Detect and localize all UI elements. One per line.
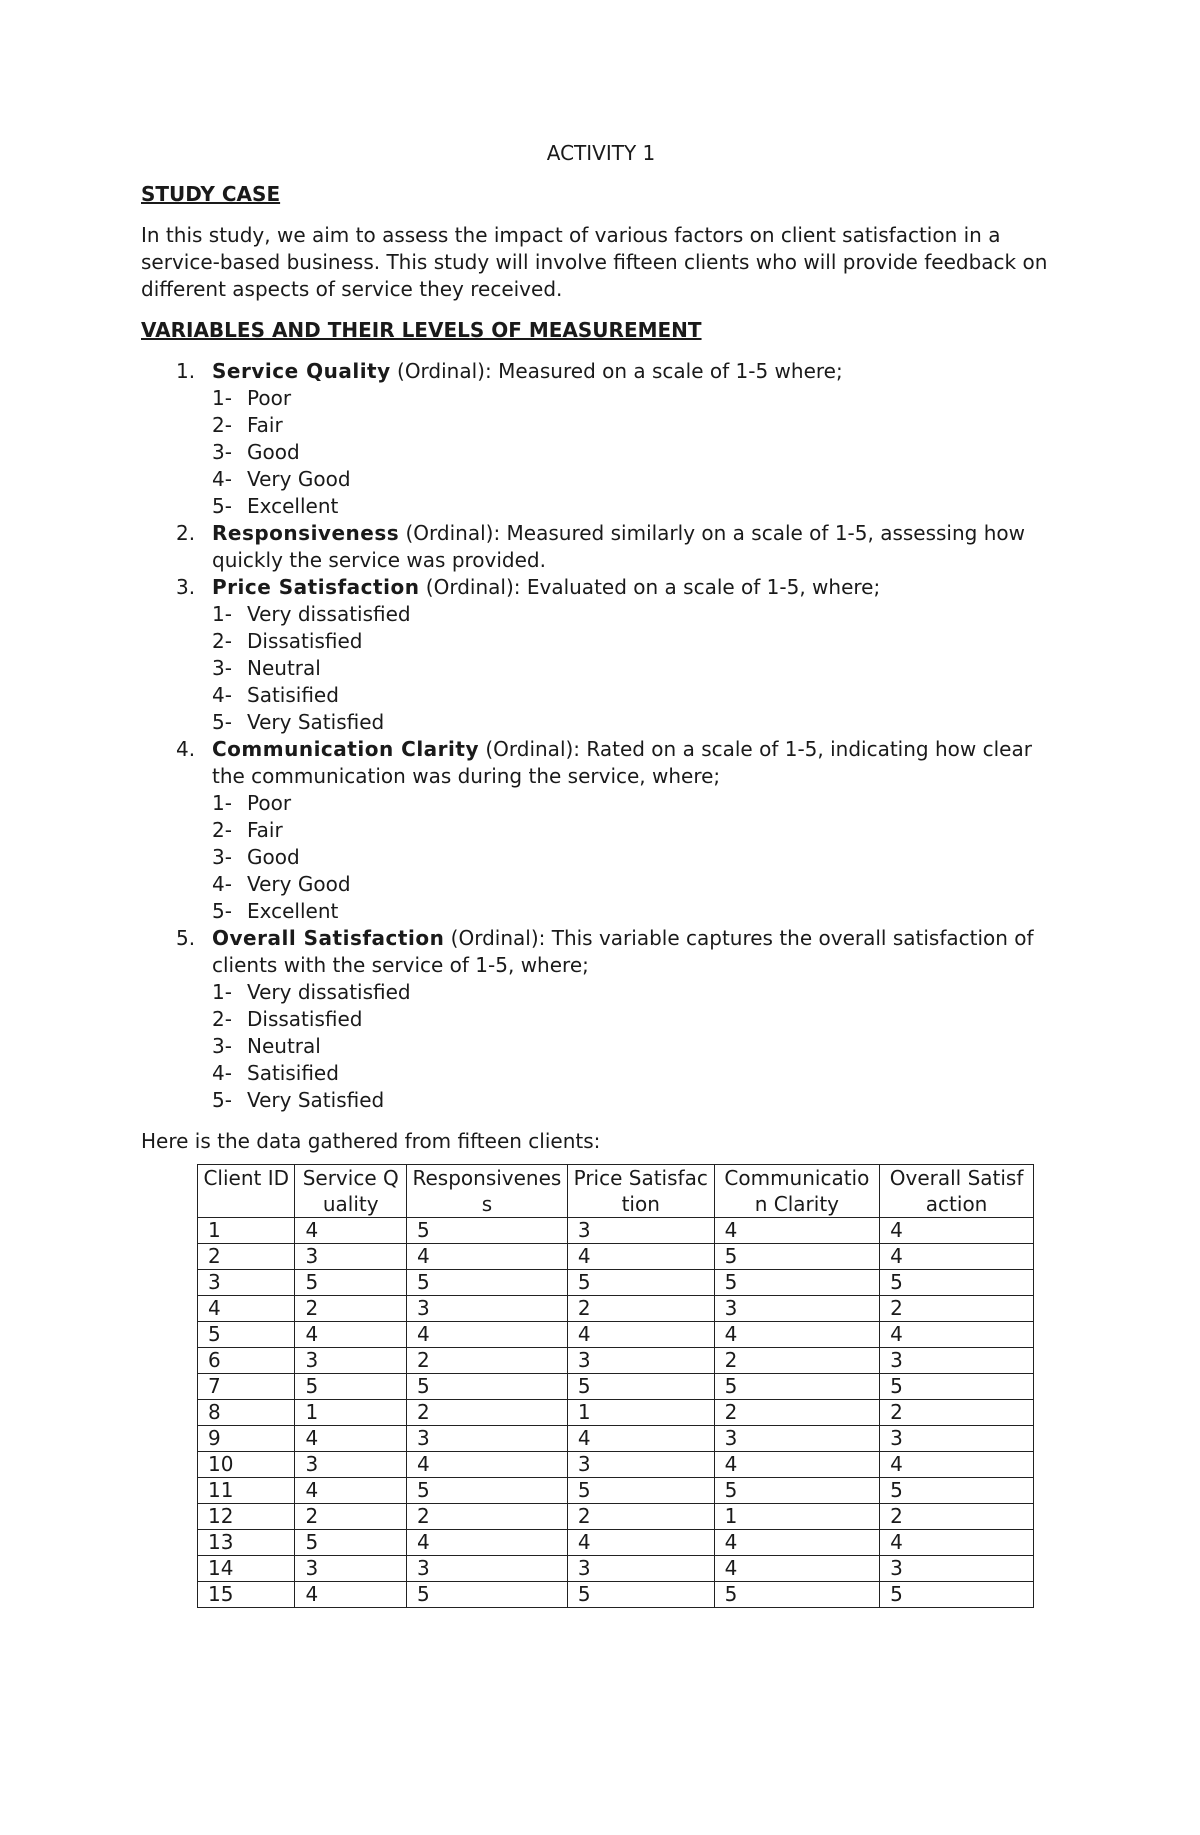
table-cell: 5	[880, 1374, 1034, 1400]
table-row	[198, 1504, 1034, 1530]
table-header-cell: Communication Clarity	[714, 1165, 880, 1218]
table-cell: 5	[406, 1218, 567, 1244]
table-cell: 12	[198, 1504, 295, 1530]
scale-item	[212, 898, 1061, 925]
scale-number: 2-	[212, 1007, 232, 1031]
scale-number: 3-	[212, 440, 232, 464]
scale-item	[212, 1033, 1061, 1060]
scale-label: Very Satisfied	[247, 1088, 385, 1112]
scale-item	[212, 385, 1061, 412]
table-cell: 4	[295, 1478, 407, 1504]
scale-label: Fair	[247, 818, 283, 842]
table-cell: 4	[714, 1556, 880, 1582]
scale-list	[212, 790, 1061, 925]
table-row	[198, 1270, 1034, 1296]
data-intro-text: Here is the data gathered from fifteen clients:	[141, 1129, 601, 1153]
table-row	[198, 1348, 1034, 1374]
table-row	[198, 1218, 1034, 1244]
scale-number: 4-	[212, 467, 232, 491]
scale-item	[212, 1060, 1061, 1087]
table-cell: 2	[406, 1504, 567, 1530]
table-cell: 5	[880, 1270, 1034, 1296]
table-cell: 5	[295, 1270, 407, 1296]
scale-number: 4-	[212, 872, 232, 896]
table-cell: 5	[714, 1374, 880, 1400]
scale-item	[212, 871, 1061, 898]
table-cell: 5	[406, 1374, 567, 1400]
table-header-cell: Responsiveness	[406, 1165, 567, 1218]
table-cell: 3	[880, 1556, 1034, 1582]
document-title: ACTIVITY 1	[546, 141, 656, 165]
table-cell: 4	[880, 1322, 1034, 1348]
scale-number: 1-	[212, 602, 232, 626]
variable-number: 2.	[176, 521, 196, 545]
variable-name: Price Satisfaction	[212, 575, 420, 599]
table-cell: 5	[406, 1582, 567, 1608]
variable-name: Service Quality	[212, 359, 391, 383]
table-cell: 4	[714, 1452, 880, 1478]
table-cell: 4	[567, 1244, 714, 1270]
table-cell: 2	[880, 1400, 1034, 1426]
variable-description: (Ordinal): Measured similarly on a scale of 1-5, assessing how quickly the service was provided.	[212, 521, 1025, 572]
table-cell: 4	[880, 1218, 1034, 1244]
variable-item	[141, 574, 1061, 736]
table-cell: 4	[880, 1452, 1034, 1478]
table-cell: 3	[406, 1426, 567, 1452]
variable-item	[141, 736, 1061, 925]
table-header-cell: Price Satisfaction	[567, 1165, 714, 1218]
table-cell: 1	[295, 1400, 407, 1426]
scale-number: 1-	[212, 791, 232, 815]
table-cell: 4	[406, 1452, 567, 1478]
table-row	[198, 1530, 1034, 1556]
scale-item	[212, 466, 1061, 493]
table-cell: 4	[406, 1244, 567, 1270]
scale-label: Excellent	[247, 494, 339, 518]
scale-item	[212, 412, 1061, 439]
table-cell: 4	[880, 1244, 1034, 1270]
table-header-cell: Overall Satisfaction	[880, 1165, 1034, 1218]
scale-label: Very Good	[247, 872, 351, 896]
scale-number: 3-	[212, 845, 232, 869]
scale-list	[212, 979, 1061, 1114]
table-cell: 5	[295, 1530, 407, 1556]
table-cell: 3	[295, 1244, 407, 1270]
table-cell: 1	[198, 1218, 295, 1244]
scale-item	[212, 601, 1061, 628]
scale-number: 1-	[212, 386, 232, 410]
study-case-text: In this study, we aim to assess the impact of various factors on client satisfaction in a service-based business. This study will involve fifteen clients who will provide feedback on different aspects of service they received.	[141, 223, 1048, 301]
scale-item	[212, 790, 1061, 817]
table-cell: 5	[295, 1374, 407, 1400]
variable-item	[141, 358, 1061, 520]
scale-label: Good	[247, 440, 300, 464]
table-row	[198, 1478, 1034, 1504]
scale-label: Satisified	[247, 1061, 339, 1085]
scale-list	[212, 385, 1061, 520]
scale-number: 3-	[212, 1034, 232, 1058]
table-cell: 2	[295, 1296, 407, 1322]
table-cell: 11	[198, 1478, 295, 1504]
variable-description: (Ordinal): This variable captures the overall satisfaction of clients with the service of 1-5, where;	[212, 926, 1034, 977]
table-cell: 9	[198, 1426, 295, 1452]
table-cell: 8	[198, 1400, 295, 1426]
table-cell: 3	[295, 1556, 407, 1582]
table-cell: 5	[714, 1478, 880, 1504]
table-row	[198, 1244, 1034, 1270]
table-cell: 5	[714, 1582, 880, 1608]
table-cell: 2	[714, 1348, 880, 1374]
table-cell: 4	[295, 1582, 407, 1608]
table-cell: 3	[567, 1452, 714, 1478]
table-cell: 5	[714, 1270, 880, 1296]
table-cell: 4	[406, 1530, 567, 1556]
table-cell: 3	[714, 1426, 880, 1452]
scale-label: Neutral	[247, 1034, 321, 1058]
table-cell: 5	[880, 1582, 1034, 1608]
variable-name: Overall Satisfaction	[212, 926, 445, 950]
table-cell: 4	[198, 1296, 295, 1322]
table-cell: 4	[714, 1322, 880, 1348]
table-row	[198, 1296, 1034, 1322]
table-cell: 3	[880, 1348, 1034, 1374]
table-cell: 2	[880, 1296, 1034, 1322]
table-cell: 2	[880, 1504, 1034, 1530]
scale-number: 5-	[212, 899, 232, 923]
variables-heading: VARIABLES AND THEIR LEVELS OF MEASUREMENT	[141, 318, 702, 342]
scale-item	[212, 628, 1061, 655]
scale-label: Neutral	[247, 656, 321, 680]
table-row	[198, 1322, 1034, 1348]
scale-number: 5-	[212, 1088, 232, 1112]
scale-number: 4-	[212, 683, 232, 707]
table-cell: 3	[198, 1270, 295, 1296]
table-cell: 3	[567, 1218, 714, 1244]
scale-number: 2-	[212, 818, 232, 842]
scale-number: 1-	[212, 980, 232, 1004]
table-cell: 2	[567, 1504, 714, 1530]
table-cell: 14	[198, 1556, 295, 1582]
scale-label: Very Good	[247, 467, 351, 491]
table-cell: 3	[295, 1348, 407, 1374]
table-cell: 2	[198, 1244, 295, 1270]
variable-name: Responsiveness	[212, 521, 400, 545]
table-cell: 2	[406, 1348, 567, 1374]
table-cell: 5	[880, 1478, 1034, 1504]
variable-item	[141, 520, 1061, 574]
table-cell: 3	[567, 1348, 714, 1374]
table-cell: 3	[406, 1296, 567, 1322]
table-cell: 4	[406, 1322, 567, 1348]
table-cell: 4	[295, 1322, 407, 1348]
scale-item	[212, 1006, 1061, 1033]
variable-name: Communication Clarity	[212, 737, 479, 761]
scale-label: Very dissatisfied	[247, 980, 411, 1004]
scale-number: 5-	[212, 494, 232, 518]
table-cell: 4	[567, 1426, 714, 1452]
table-cell: 3	[406, 1556, 567, 1582]
table-row	[198, 1582, 1034, 1608]
table-cell: 4	[714, 1530, 880, 1556]
variable-description: (Ordinal): Evaluated on a scale of 1-5, where;	[419, 575, 881, 599]
table-row	[198, 1400, 1034, 1426]
variable-description: (Ordinal): Measured on a scale of 1-5 where;	[390, 359, 843, 383]
table-cell: 6	[198, 1348, 295, 1374]
scale-item	[212, 844, 1061, 871]
table-cell: 1	[714, 1504, 880, 1530]
table-header-cell: Client ID	[198, 1165, 295, 1218]
table-cell: 10	[198, 1452, 295, 1478]
table-cell: 2	[714, 1400, 880, 1426]
table-cell: 5	[198, 1322, 295, 1348]
table-cell: 5	[567, 1582, 714, 1608]
table-cell: 15	[198, 1582, 295, 1608]
table-cell: 3	[567, 1556, 714, 1582]
scale-item	[212, 439, 1061, 466]
table-cell: 3	[880, 1426, 1034, 1452]
table-cell: 4	[295, 1218, 407, 1244]
scale-label: Poor	[247, 386, 292, 410]
variable-item	[141, 925, 1061, 1114]
scale-label: Excellent	[247, 899, 339, 923]
table-cell: 4	[714, 1218, 880, 1244]
table-cell: 4	[567, 1530, 714, 1556]
table-cell: 5	[567, 1374, 714, 1400]
variables-list	[141, 358, 1061, 1114]
table-row	[198, 1452, 1034, 1478]
scale-item	[212, 709, 1061, 736]
variable-description: (Ordinal): Rated on a scale of 1-5, indicating how clear the communication was during the service, where;	[212, 737, 1032, 788]
table-cell: 4	[295, 1426, 407, 1452]
scale-label: Dissatisfied	[247, 1007, 363, 1031]
table-row	[198, 1374, 1034, 1400]
variable-number: 3.	[176, 575, 196, 599]
table-body	[198, 1218, 1034, 1608]
scale-label: Very dissatisfied	[247, 602, 411, 626]
table-cell: 4	[880, 1530, 1034, 1556]
scale-label: Good	[247, 845, 300, 869]
table-cell: 5	[406, 1270, 567, 1296]
scale-label: Fair	[247, 413, 283, 437]
table-cell: 5	[567, 1270, 714, 1296]
table-cell: 13	[198, 1530, 295, 1556]
table-cell: 2	[406, 1400, 567, 1426]
table-cell: 3	[714, 1296, 880, 1322]
table-cell: 1	[567, 1400, 714, 1426]
table-cell: 4	[567, 1322, 714, 1348]
scale-item	[212, 1087, 1061, 1114]
scale-list	[212, 601, 1061, 736]
table-cell: 7	[198, 1374, 295, 1400]
table-cell: 3	[295, 1452, 407, 1478]
scale-label: Dissatisfied	[247, 629, 363, 653]
table-cell: 5	[714, 1244, 880, 1270]
table-header-cell: Service Quality	[295, 1165, 407, 1218]
scale-number: 2-	[212, 413, 232, 437]
scale-number: 2-	[212, 629, 232, 653]
scale-item	[212, 655, 1061, 682]
client-data-table	[197, 1164, 1034, 1608]
table-cell: 2	[295, 1504, 407, 1530]
scale-item	[212, 817, 1061, 844]
variable-number: 4.	[176, 737, 196, 761]
scale-number: 4-	[212, 1061, 232, 1085]
table-row	[198, 1426, 1034, 1452]
table-cell: 5	[406, 1478, 567, 1504]
scale-number: 3-	[212, 656, 232, 680]
scale-label: Satisified	[247, 683, 339, 707]
table-header-row	[198, 1165, 1034, 1218]
scale-item	[212, 493, 1061, 520]
scale-item	[212, 979, 1061, 1006]
table-row	[198, 1556, 1034, 1582]
variable-number: 5.	[176, 926, 196, 950]
table-cell: 2	[567, 1296, 714, 1322]
scale-label: Poor	[247, 791, 292, 815]
document-page	[141, 140, 1061, 1608]
table-cell: 5	[567, 1478, 714, 1504]
study-case-heading: STUDY CASE	[141, 182, 281, 206]
variable-number: 1.	[176, 359, 196, 383]
scale-number: 5-	[212, 710, 232, 734]
scale-item	[212, 682, 1061, 709]
scale-label: Very Satisfied	[247, 710, 385, 734]
